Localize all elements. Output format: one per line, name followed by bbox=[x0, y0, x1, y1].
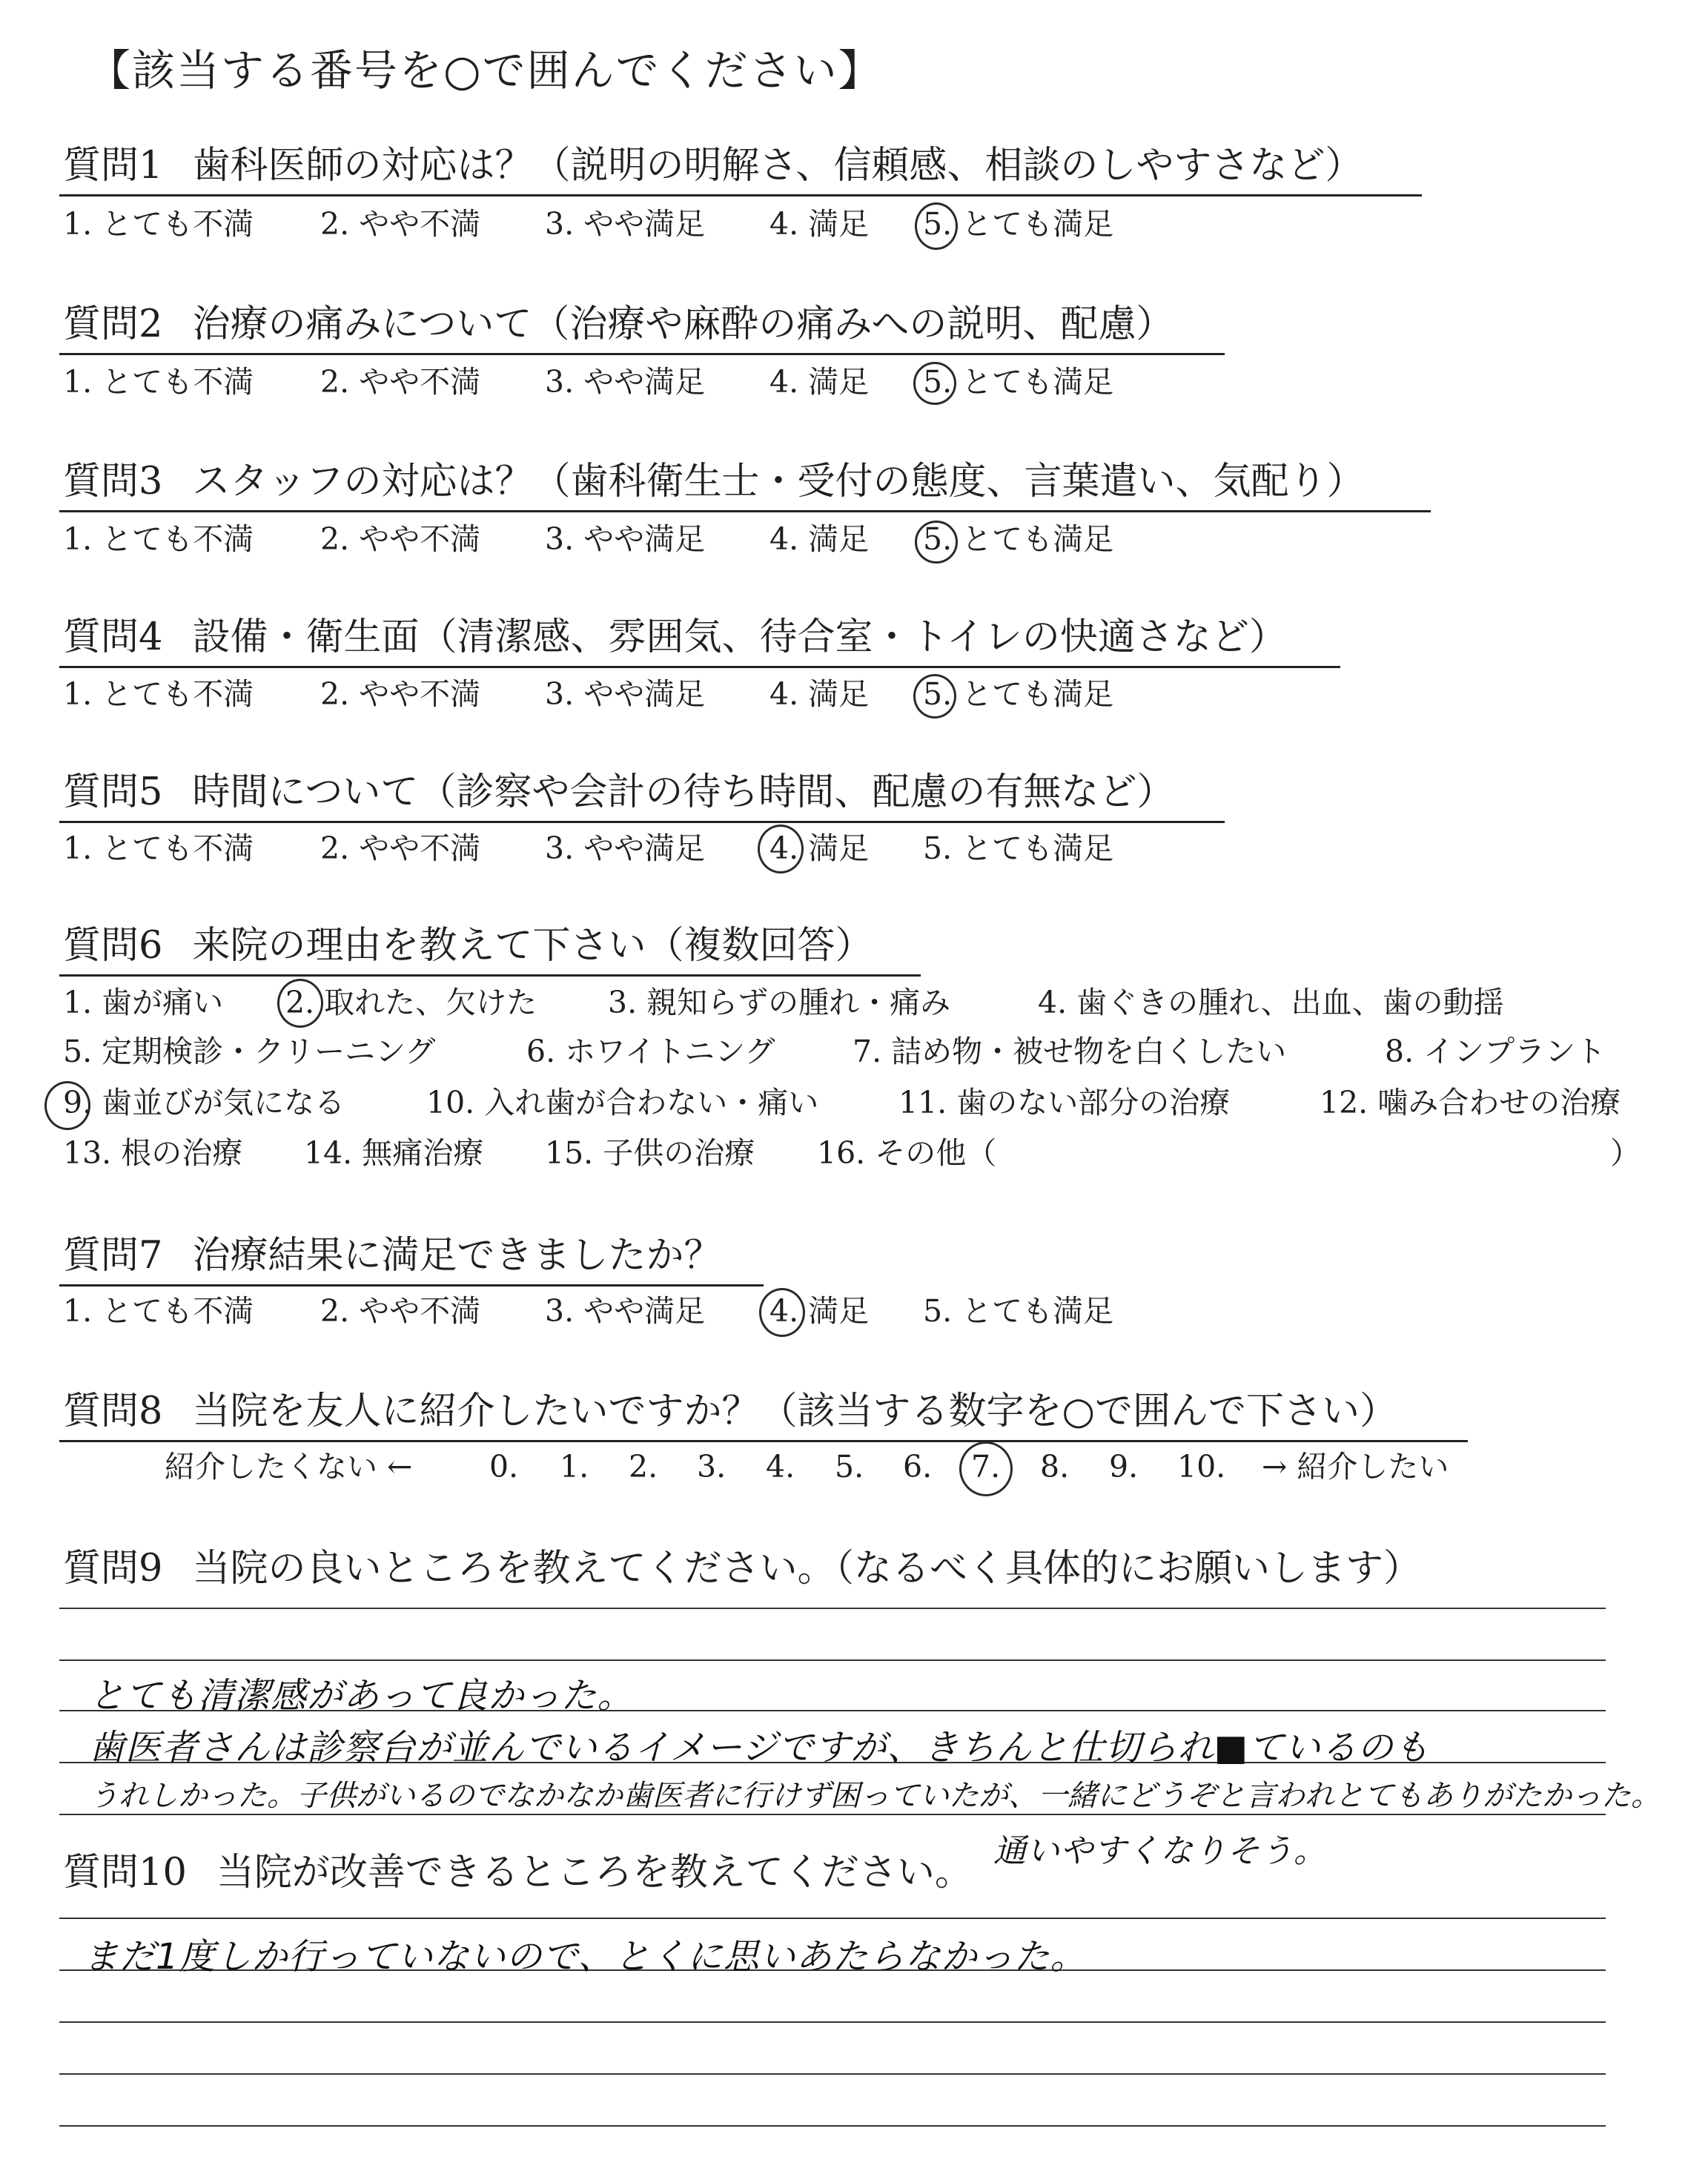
q7-option-5[interactable]: 5. とても満足 bbox=[923, 1293, 1114, 1329]
q5-selection-circle bbox=[758, 825, 804, 873]
q6-option-9-circle bbox=[44, 1081, 90, 1130]
q6-option-9[interactable]: 9. 歯並びが気になる bbox=[63, 1085, 345, 1120]
q9-handwritten-line-1: とても清潔感があって良かった。 bbox=[89, 1675, 634, 1717]
q3-option-4[interactable]: 4. 満足 bbox=[769, 521, 870, 557]
q6-option-3[interactable]: 3. 親知らずの腫れ・痛み bbox=[608, 985, 951, 1020]
question-1-text: 歯科医師の対応は？（説明の明解さ、信頼感、相談のしやすさなど） bbox=[192, 144, 1363, 188]
q8-selection-circle bbox=[959, 1441, 1013, 1496]
question-1-heading bbox=[63, 144, 1363, 188]
q1-option-2[interactable]: 2. やや不満 bbox=[320, 206, 481, 242]
q6-option-15[interactable]: 15. 子供の治療 bbox=[545, 1135, 755, 1171]
question-2-text: 治療の痛みについて（治療や麻酔の痛みへの説明、配慮） bbox=[192, 303, 1174, 346]
question-5-heading bbox=[63, 770, 1175, 814]
question-2-heading bbox=[63, 303, 1174, 346]
q1-option-5[interactable]: 5. とても満足 bbox=[923, 206, 1114, 242]
question-1-underline bbox=[59, 194, 1422, 196]
question-4-text: 設備・衛生面（清潔感、雰囲気、待合室・トイレの快適さなど） bbox=[192, 615, 1287, 659]
question-6-text: 来院の理由を教えて下さい（複数回答） bbox=[192, 924, 873, 968]
q6-option-1[interactable]: 1. 歯が痛い bbox=[63, 985, 224, 1020]
q6-option-7[interactable]: 7. 詰め物・被せ物を白くしたい bbox=[853, 1034, 1287, 1069]
question-3-text: スタッフの対応は？（歯科衛生士・受付の態度、言葉遣い、気配り） bbox=[192, 460, 1365, 503]
q7-selection-circle bbox=[759, 1288, 805, 1337]
q9-answer-line-1 bbox=[59, 1608, 1606, 1609]
q1-selection-circle bbox=[915, 202, 958, 250]
q6-option-2-circle bbox=[277, 979, 323, 1028]
q7-option-4[interactable]: 4. 満足 bbox=[769, 1293, 870, 1329]
q4-option-2[interactable]: 2. やや不満 bbox=[320, 676, 481, 712]
q10-answer-line-4 bbox=[59, 2073, 1606, 2075]
question-5-text: 時間について（診察や会計の待ち時間、配慮の有無など） bbox=[192, 770, 1175, 814]
q5-option-1[interactable]: 1. とても不満 bbox=[63, 830, 254, 866]
q8-number-6[interactable]: 6. bbox=[903, 1449, 933, 1484]
q6-option-13[interactable]: 13. 根の治療 bbox=[63, 1135, 243, 1171]
question-7-heading bbox=[63, 1234, 722, 1278]
question-7-underline bbox=[59, 1284, 764, 1287]
q8-left-label: 紹介したくない ← bbox=[165, 1449, 413, 1484]
q2-option-3[interactable]: 3. やや満足 bbox=[545, 364, 706, 400]
q1-option-3[interactable]: 3. やや満足 bbox=[545, 206, 706, 242]
q6-option-10[interactable]: 10. 入れ歯が合わない・痛い bbox=[426, 1085, 819, 1120]
q6-option-6[interactable]: 6. ホワイトニング bbox=[526, 1034, 775, 1069]
q9-handwritten-line-3: うれしかった。子供がいるのでなかなか歯医者に行けず困っていたが、一緒にどうぞと言われとてもありがたかった。 bbox=[89, 1779, 1661, 1813]
q8-number-5[interactable]: 5. bbox=[835, 1449, 864, 1484]
question-2-label: 質問2 bbox=[63, 303, 163, 346]
q4-option-1[interactable]: 1. とても不満 bbox=[63, 676, 254, 712]
question-5-underline bbox=[59, 821, 1225, 823]
question-8-underline bbox=[59, 1440, 1468, 1442]
q6-option-11[interactable]: 11. 歯のない部分の治療 bbox=[898, 1085, 1231, 1120]
q6-option-8[interactable]: 8. インプラント bbox=[1385, 1034, 1606, 1069]
q8-number-9[interactable]: 9. bbox=[1109, 1449, 1139, 1484]
q8-number-3[interactable]: 3. bbox=[697, 1449, 726, 1484]
q6-option-16-close-paren: ） bbox=[1610, 1135, 1641, 1171]
question-7-text: 治療結果に満足できましたか？ bbox=[192, 1234, 722, 1278]
q5-option-2[interactable]: 2. やや不満 bbox=[320, 830, 481, 866]
q8-number-8[interactable]: 8. bbox=[1040, 1449, 1070, 1484]
q3-selection-circle bbox=[915, 521, 958, 564]
q8-number-10[interactable]: 10. bbox=[1177, 1449, 1226, 1484]
question-4-label: 質問4 bbox=[63, 615, 163, 659]
q6-option-16[interactable]: 16. その他（ bbox=[817, 1135, 997, 1171]
q3-option-2[interactable]: 2. やや不満 bbox=[320, 521, 481, 557]
question-10-text: 当院が改善できるところを教えてください。 bbox=[216, 1851, 973, 1895]
question-3-label: 質問3 bbox=[63, 460, 163, 503]
q6-option-5[interactable]: 5. 定期検診・クリーニング bbox=[63, 1034, 436, 1069]
q9-handwritten-line-2: 歯医者さんは診察台が並んでいるイメージですが、きちんと仕切られ■ているのも bbox=[89, 1727, 1430, 1768]
q5-option-3[interactable]: 3. やや満足 bbox=[545, 830, 706, 866]
q6-option-14[interactable]: 14. 無痛治療 bbox=[304, 1135, 484, 1171]
q2-option-1[interactable]: 1. とても不満 bbox=[63, 364, 254, 400]
question-6-heading bbox=[63, 924, 873, 968]
question-10-heading bbox=[63, 1851, 973, 1895]
q8-number-1[interactable]: 1. bbox=[560, 1449, 589, 1484]
q7-option-1[interactable]: 1. とても不満 bbox=[63, 1293, 254, 1329]
question-7-label: 質問7 bbox=[63, 1234, 163, 1278]
q9-handwritten-line-4: 通いやすくなりそう。 bbox=[993, 1832, 1327, 1870]
q4-selection-circle bbox=[913, 674, 956, 719]
q9-answer-line-2 bbox=[59, 1659, 1606, 1661]
q5-option-5[interactable]: 5. とても満足 bbox=[923, 830, 1114, 866]
question-3-underline bbox=[59, 510, 1431, 512]
q6-option-4[interactable]: 4. 歯ぐきの腫れ、出血、歯の動揺 bbox=[1038, 985, 1504, 1020]
question-6-label: 質問6 bbox=[63, 924, 163, 968]
question-9-heading bbox=[63, 1547, 1421, 1591]
question-6-underline bbox=[59, 974, 921, 977]
page-title: 【該当する番号を○で囲んでください】 bbox=[87, 45, 883, 96]
q10-answer-line-1 bbox=[59, 1918, 1606, 1919]
question-9-label: 質問9 bbox=[63, 1547, 163, 1591]
q3-option-3[interactable]: 3. やや満足 bbox=[545, 521, 706, 557]
question-2-underline bbox=[59, 353, 1225, 355]
q8-number-0[interactable]: 0. bbox=[489, 1449, 519, 1484]
question-1-label: 質問1 bbox=[63, 144, 163, 188]
question-8-text: 当院を友人に紹介したいですか？（該当する数字を○で囲んで下さい） bbox=[192, 1390, 1397, 1433]
question-8-label: 質問8 bbox=[63, 1390, 163, 1433]
q2-option-4[interactable]: 4. 満足 bbox=[769, 364, 870, 400]
q8-number-4[interactable]: 4. bbox=[766, 1449, 795, 1484]
question-4-heading bbox=[63, 615, 1287, 659]
q7-option-2[interactable]: 2. やや不満 bbox=[320, 1293, 481, 1329]
question-4-underline bbox=[59, 666, 1340, 668]
question-5-label: 質問5 bbox=[63, 770, 163, 814]
q5-option-4[interactable]: 4. 満足 bbox=[769, 830, 870, 866]
q3-option-1[interactable]: 1. とても不満 bbox=[63, 521, 254, 557]
q2-option-2[interactable]: 2. やや不満 bbox=[320, 364, 481, 400]
q4-option-3[interactable]: 3. やや満足 bbox=[545, 676, 706, 712]
q7-option-3[interactable]: 3. やや満足 bbox=[545, 1293, 706, 1329]
q2-selection-circle bbox=[913, 362, 956, 405]
q10-handwritten-line-1: まだ1度しか行っていないので、とくに思いあたらなかった。 bbox=[83, 1936, 1087, 1978]
q6-option-2[interactable]: 2. 取れた、欠けた bbox=[285, 985, 537, 1020]
q10-answer-line-3 bbox=[59, 2021, 1606, 2023]
question-9-text: 当院の良いところを教えてください。（なるべく具体的にお願いします） bbox=[192, 1547, 1421, 1591]
q8-right-label: → 紹介したい bbox=[1262, 1449, 1449, 1484]
q1-option-1[interactable]: 1. とても不満 bbox=[63, 206, 254, 242]
question-3-heading bbox=[63, 460, 1365, 503]
q10-answer-line-5 bbox=[59, 2125, 1606, 2127]
q2-option-5[interactable]: 5. とても満足 bbox=[923, 364, 1114, 400]
q8-number-2[interactable]: 2. bbox=[629, 1449, 658, 1484]
q8-number-7[interactable]: 7. bbox=[971, 1449, 1001, 1484]
q4-option-4[interactable]: 4. 満足 bbox=[769, 676, 870, 712]
q4-option-5[interactable]: 5. とても満足 bbox=[923, 676, 1114, 712]
question-8-heading bbox=[63, 1390, 1397, 1433]
q6-option-12[interactable]: 12. 噛み合わせの治療 bbox=[1320, 1085, 1621, 1120]
q1-option-4[interactable]: 4. 満足 bbox=[769, 206, 870, 242]
q3-option-5[interactable]: 5. とても満足 bbox=[923, 521, 1114, 557]
question-10-label: 質問10 bbox=[63, 1851, 187, 1895]
